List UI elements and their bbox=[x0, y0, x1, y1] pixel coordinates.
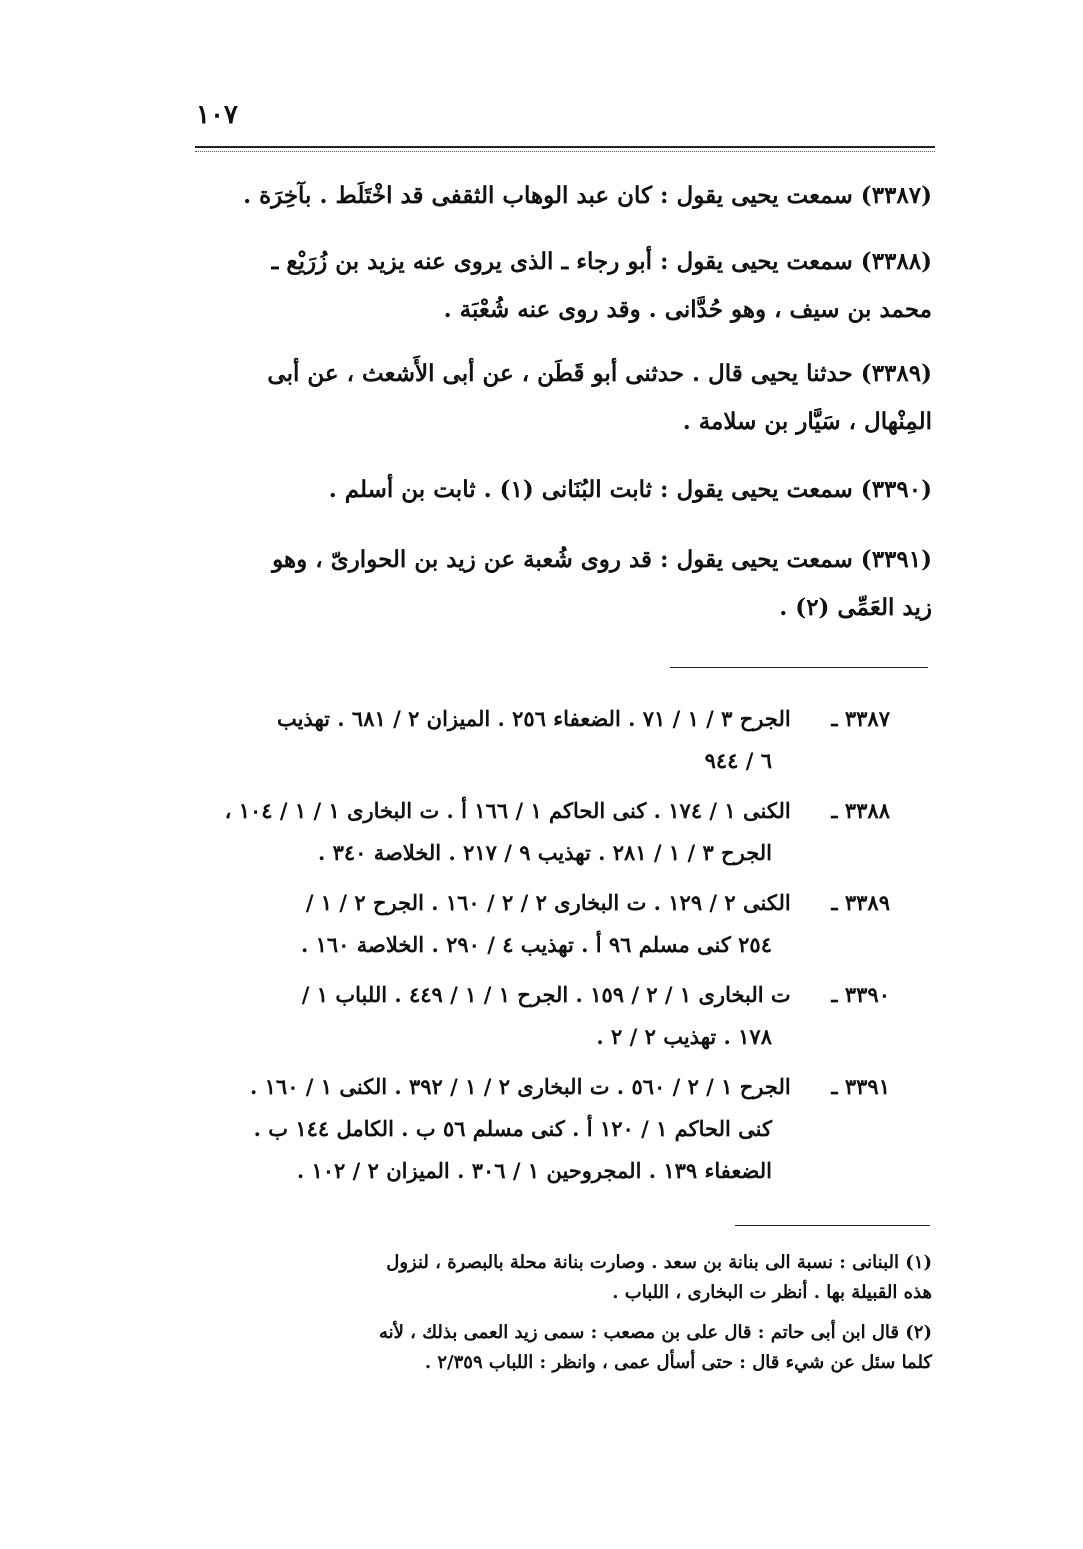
reference-3387 bbox=[200, 698, 890, 782]
entry-number: (٣٣٩١) bbox=[860, 546, 932, 573]
entry-number: (٣٣٩٠) bbox=[860, 476, 932, 503]
reference-line: الجرح ١ / ٢ / ٥٦٠ . ت البخارى ٢ / ١ / ٣٩٢ . الكنى ١ / ١٦٠ . bbox=[250, 1074, 791, 1099]
reference-line: ٢٥٤ كنى مسلم ٩٦ أ . تهذيب ٤ / ٢٩٠ . الخلاصة ١٦٠ . bbox=[300, 932, 772, 957]
entry-line: سمعت يحيى يقول : كان عبد الوهاب الثقفى قد اخْتَلَط . بآخِرَة . bbox=[243, 182, 853, 209]
entry-3391 bbox=[190, 536, 932, 632]
reference-number: ٣٣٩٠ ـ bbox=[831, 982, 890, 1007]
reference-line: الجرح ٣ / ١ / ٧١ . الضعفاء ٢٥٦ . الميزان ٢ / ٦٨١ . تهذيب bbox=[276, 706, 791, 731]
reference-3388 bbox=[200, 790, 890, 874]
reference-line: ١٧٨ . تهذيب ٢ / ٢ . bbox=[596, 1024, 772, 1049]
footnote-rule bbox=[735, 1225, 930, 1226]
entry-number: (٣٣٨٧) bbox=[860, 182, 932, 209]
reference-number: ٣٣٩١ ـ bbox=[831, 1074, 890, 1099]
reference-line: الكنى ٢ / ١٢٩ . ت البخارى ٢ / ٢ / ١٦٠ . الجرح ٢ / ١ / bbox=[305, 890, 791, 915]
footnotes bbox=[190, 1248, 932, 1378]
reference-line: الجرح ٣ / ١ / ٢٨١ . تهذيب ٩ / ٢١٧ . الخلاصة ٣٤٠ . bbox=[317, 840, 772, 865]
header-rule bbox=[195, 146, 935, 148]
entry-number: (٣٣٨٨) bbox=[860, 248, 932, 275]
reference-line: الكنى ١ / ١٧٤ . كنى الحاكم ١ / ١٦٦ أ . ت البخارى ١ / ١ / ١٠٤ ، bbox=[224, 798, 791, 823]
footnote-line: (٢) قال ابن أبى حاتم : قال على بن مصعب : سمى زيد العمى بذلك ، لأنه bbox=[378, 1322, 932, 1343]
entry-line: سمعت يحيى يقول : ثابت البُنَانى (١) . ثابت بن أسلم . bbox=[328, 476, 853, 503]
reference-3389 bbox=[200, 882, 890, 966]
entry-line: المِنْهال ، سَيَّار بن سلامة . bbox=[682, 408, 932, 435]
reference-3390 bbox=[200, 974, 890, 1058]
entry-line: سمعت يحيى يقول : قد روى شُعبة عن زيد بن الحوارىّ ، وهو bbox=[272, 546, 853, 573]
reference-line: كنى الحاكم ١ / ١٢٠ أ . كنى مسلم ٥٦ ب . الكامل ١٤٤ ب . bbox=[253, 1116, 772, 1141]
footnote-line: (١) البنانى : نسبة الى بنانة بن سعد . وصارت بنانة محلة بالبصرة ، لنزول bbox=[386, 1252, 932, 1273]
entry-3389 bbox=[190, 350, 932, 446]
entry-line: حدثنا يحيى قال . حدثنى أبو قَطَن ، عن أبى الأَشعث ، عن أبى bbox=[267, 360, 853, 387]
section-rule bbox=[670, 667, 928, 668]
main-text bbox=[190, 172, 932, 632]
page-number: ١٠٧ bbox=[196, 100, 238, 130]
entry-3388 bbox=[190, 238, 932, 334]
entry-3387 bbox=[190, 172, 932, 220]
footnote-1 bbox=[190, 1248, 932, 1308]
reference-3391 bbox=[200, 1066, 890, 1192]
footnote-2 bbox=[190, 1318, 932, 1378]
header-rule-dotted bbox=[195, 151, 935, 152]
reference-number: ٣٣٨٩ ـ bbox=[831, 890, 890, 915]
references bbox=[200, 698, 890, 1192]
entry-number: (٣٣٨٩) bbox=[860, 360, 932, 387]
reference-line: ٦ / ٩٤٤ bbox=[704, 748, 772, 773]
reference-number: ٣٣٨٧ ـ bbox=[831, 706, 890, 731]
reference-number: ٣٣٨٨ ـ bbox=[831, 798, 890, 823]
entry-line: سمعت يحيى يقول : أبو رجاء ـ الذى يروى عنه يزيد بن زُرَيْع ـ bbox=[271, 248, 853, 275]
entry-3390 bbox=[190, 466, 932, 514]
reference-line: ت البخارى ١ / ٢ / ١٥٩ . الجرح ١ / ١ / ٤٤٩ . اللباب ١ / bbox=[301, 982, 791, 1007]
footnote-line: هذه القبيلة بها . أنظر ت البخارى ، اللباب . bbox=[612, 1282, 932, 1303]
entry-line: زيد العَمِّى (٢) . bbox=[779, 594, 932, 621]
reference-line: الضعفاء ١٣٩ . المجروحين ١ / ٣٠٦ . الميزان ٢ / ١٠٢ . bbox=[296, 1158, 772, 1183]
footnote-line: كلما سئل عن شيء قال : حتى أسأل عمى ، وانظر : اللباب ٢/٣٥٩ . bbox=[424, 1352, 932, 1373]
entry-line: محمد بن سيف ، وهو حُدَّانى . وقد روى عنه شُعْبَة . bbox=[443, 296, 932, 323]
